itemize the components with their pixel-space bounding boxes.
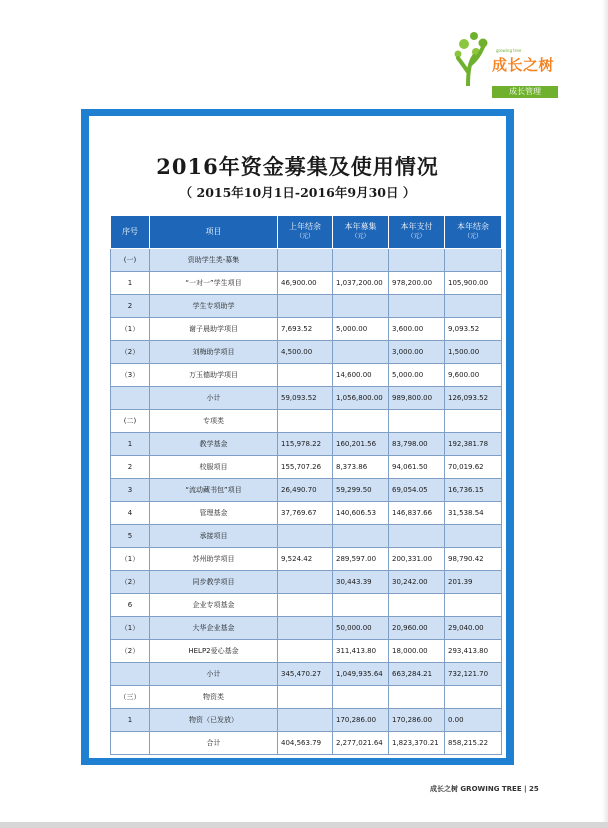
paid-cell: 94,061.50 <box>389 456 445 479</box>
table-row <box>111 295 502 318</box>
row-number-cell: （3） <box>111 364 150 387</box>
paid-cell <box>389 594 445 617</box>
table-row <box>111 456 502 479</box>
balance-cell: 98,790.42 <box>445 548 502 571</box>
table-row <box>111 341 502 364</box>
raised-cell: 50,000.00 <box>333 617 389 640</box>
item-name-cell: 教学基金 <box>150 433 278 456</box>
column-header <box>150 216 278 249</box>
prev-balance-cell <box>278 410 333 433</box>
row-number-cell: （三） <box>111 686 150 709</box>
table-row <box>111 640 502 663</box>
column-header-label: 项目 <box>205 227 222 236</box>
balance-cell: 9,600.00 <box>445 364 502 387</box>
balance-cell: 293,413.80 <box>445 640 502 663</box>
balance-cell: 0.00 <box>445 709 502 732</box>
raised-cell <box>333 525 389 548</box>
content-frame <box>81 109 514 765</box>
balance-cell <box>445 295 502 318</box>
prev-balance-cell: 345,470.27 <box>278 663 333 686</box>
growing-tree-logo <box>452 30 564 102</box>
raised-cell: 14,600.00 <box>333 364 389 387</box>
paid-cell: 3,600.00 <box>389 318 445 341</box>
row-number-cell: 6 <box>111 594 150 617</box>
item-name-cell: 校服项目 <box>150 456 278 479</box>
item-name-cell: “流动藏书包”项目 <box>150 479 278 502</box>
column-header-label: 上年结余 <box>289 222 321 231</box>
column-header-unit: （元） <box>295 233 314 240</box>
raised-cell <box>333 686 389 709</box>
row-number-cell: 4 <box>111 502 150 525</box>
item-name-cell: HELP2爱心基金 <box>150 640 278 663</box>
row-number-cell: 5 <box>111 525 150 548</box>
prev-balance-cell <box>278 594 333 617</box>
balance-cell: 201.39 <box>445 571 502 594</box>
prev-balance-cell: 115,978.22 <box>278 433 333 456</box>
prev-balance-cell <box>278 525 333 548</box>
paid-cell: 170,286.00 <box>389 709 445 732</box>
column-header <box>389 216 445 249</box>
row-number-cell: （1） <box>111 318 150 341</box>
prev-balance-cell: 7,693.52 <box>278 318 333 341</box>
paid-cell <box>389 249 445 272</box>
item-name-cell: 同步教学项目 <box>150 571 278 594</box>
row-number-cell: （2） <box>111 640 150 663</box>
table-row <box>111 410 502 433</box>
content-panel <box>89 116 506 758</box>
balance-cell: 732,121.70 <box>445 663 502 686</box>
row-number-cell: （1） <box>111 548 150 571</box>
column-header-label: 序号 <box>122 227 138 236</box>
page-subtitle: （ 2015年10月1日-2016年9月30日 ） <box>179 185 416 200</box>
brand-section-label: 成长管理 <box>492 86 558 98</box>
item-name-cell: 企业专项基金 <box>150 594 278 617</box>
item-name-cell: 苏州助学项目 <box>150 548 278 571</box>
prev-balance-cell <box>278 249 333 272</box>
column-header <box>278 216 333 249</box>
prev-balance-cell: 26,490.70 <box>278 479 333 502</box>
raised-cell: 1,056,800.00 <box>333 387 389 410</box>
raised-cell: 170,286.00 <box>333 709 389 732</box>
column-header-unit: （元） <box>407 233 426 240</box>
table-row <box>111 571 502 594</box>
table-row <box>111 318 502 341</box>
item-name-cell: 小计 <box>150 387 278 410</box>
paid-cell <box>389 686 445 709</box>
raised-cell: 140,606.53 <box>333 502 389 525</box>
row-number-cell: 2 <box>111 456 150 479</box>
table-row <box>111 663 502 686</box>
raised-cell: 160,201.56 <box>333 433 389 456</box>
row-number-cell <box>111 732 150 755</box>
brand-name: 成长之树 <box>492 56 555 74</box>
item-name-cell: 物资（已发放） <box>150 709 278 732</box>
raised-cell: 1,037,200.00 <box>333 272 389 295</box>
table-row <box>111 502 502 525</box>
prev-balance-cell <box>278 686 333 709</box>
paid-cell: 146,837.66 <box>389 502 445 525</box>
bottom-rule <box>0 822 608 828</box>
prev-balance-cell: 46,900.00 <box>278 272 333 295</box>
table-row <box>111 686 502 709</box>
paid-cell <box>389 410 445 433</box>
paid-cell: 200,331.00 <box>389 548 445 571</box>
paid-cell: 3,000.00 <box>389 341 445 364</box>
item-name-cell: 小计 <box>150 663 278 686</box>
row-number-cell <box>111 387 150 410</box>
balance-cell: 105,900.00 <box>445 272 502 295</box>
table-row <box>111 364 502 387</box>
paid-cell: 978,200.00 <box>389 272 445 295</box>
paid-cell: 30,242.00 <box>389 571 445 594</box>
row-number-cell: (一) <box>111 249 150 272</box>
raised-cell: 8,373.86 <box>333 456 389 479</box>
table-row <box>111 387 502 410</box>
column-header-label: 本年结余 <box>457 222 489 231</box>
table-row <box>111 249 502 272</box>
paid-cell: 1,823,370.21 <box>389 732 445 755</box>
row-number-cell: （1） <box>111 617 150 640</box>
item-name-cell: 刘梅助学项目 <box>150 341 278 364</box>
row-number-cell: （2） <box>111 571 150 594</box>
paid-cell: 20,960.00 <box>389 617 445 640</box>
item-name-cell: 合计 <box>150 732 278 755</box>
item-name-cell: 谢子晨助学项目 <box>150 318 278 341</box>
column-header <box>445 216 502 249</box>
table-row <box>111 272 502 295</box>
balance-cell: 16,736.15 <box>445 479 502 502</box>
balance-cell <box>445 410 502 433</box>
prev-balance-cell: 404,563.79 <box>278 732 333 755</box>
row-number-cell <box>111 663 150 686</box>
prev-balance-cell: 155,707.26 <box>278 456 333 479</box>
row-number-cell: （2） <box>111 341 150 364</box>
paid-cell <box>389 525 445 548</box>
fund-table <box>110 215 502 755</box>
prev-balance-cell <box>278 617 333 640</box>
prev-balance-cell: 9,524.42 <box>278 548 333 571</box>
table-row <box>111 525 502 548</box>
raised-cell <box>333 341 389 364</box>
row-number-cell: (二) <box>111 410 150 433</box>
row-number-cell: 1 <box>111 709 150 732</box>
column-header-unit: （元） <box>351 233 370 240</box>
prev-balance-cell <box>278 571 333 594</box>
item-name-cell: 专项类 <box>150 410 278 433</box>
brand-english: growing tree <box>496 48 522 53</box>
raised-cell: 1,049,935.64 <box>333 663 389 686</box>
paid-cell <box>389 295 445 318</box>
item-name-cell: 物资类 <box>150 686 278 709</box>
prev-balance-cell <box>278 709 333 732</box>
table-row <box>111 433 502 456</box>
balance-cell: 29,040.00 <box>445 617 502 640</box>
raised-cell <box>333 249 389 272</box>
page-title: 2016年资金募集及使用情况 <box>156 154 439 179</box>
balance-cell: 126,093.52 <box>445 387 502 410</box>
raised-cell <box>333 410 389 433</box>
item-name-cell: 承接项目 <box>150 525 278 548</box>
raised-cell: 2,277,021.64 <box>333 732 389 755</box>
page-footer: 成长之树 GROWING TREE | 25 <box>430 785 539 793</box>
column-header-unit: （元） <box>463 233 482 240</box>
balance-cell: 70,019.62 <box>445 456 502 479</box>
column-header-label: 本年支付 <box>400 222 433 231</box>
balance-cell: 31,538.54 <box>445 502 502 525</box>
table-row <box>111 548 502 571</box>
table-row <box>111 709 502 732</box>
raised-cell <box>333 594 389 617</box>
balance-cell: 858,215.22 <box>445 732 502 755</box>
table-row <box>111 594 502 617</box>
raised-cell: 30,443.39 <box>333 571 389 594</box>
table-row <box>111 732 502 755</box>
table-header-row <box>111 216 502 249</box>
row-number-cell: 2 <box>111 295 150 318</box>
item-name-cell: 资助学生类-募集 <box>150 249 278 272</box>
item-name-cell: 学生专项助学 <box>150 295 278 318</box>
row-number-cell: 1 <box>111 272 150 295</box>
prev-balance-cell <box>278 364 333 387</box>
item-name-cell: 管理基金 <box>150 502 278 525</box>
item-name-cell: “一对一”学生项目 <box>150 272 278 295</box>
raised-cell: 289,597.00 <box>333 548 389 571</box>
prev-balance-cell <box>278 295 333 318</box>
raised-cell: 59,299.50 <box>333 479 389 502</box>
balance-cell <box>445 686 502 709</box>
paid-cell: 83,798.00 <box>389 433 445 456</box>
row-number-cell: 3 <box>111 479 150 502</box>
table-row <box>111 617 502 640</box>
balance-cell: 1,500.00 <box>445 341 502 364</box>
table-row <box>111 479 502 502</box>
raised-cell <box>333 295 389 318</box>
paid-cell: 663,284.21 <box>389 663 445 686</box>
item-name-cell: 万玉德助学项目 <box>150 364 278 387</box>
fund-table-body <box>111 249 502 755</box>
raised-cell: 311,413.80 <box>333 640 389 663</box>
prev-balance-cell <box>278 640 333 663</box>
balance-cell <box>445 249 502 272</box>
balance-cell <box>445 594 502 617</box>
balance-cell <box>445 525 502 548</box>
paid-cell: 69,054.05 <box>389 479 445 502</box>
balance-cell: 9,093.52 <box>445 318 502 341</box>
column-header <box>333 216 389 249</box>
row-number-cell: 1 <box>111 433 150 456</box>
paid-cell: 989,800.00 <box>389 387 445 410</box>
paid-cell: 18,000.00 <box>389 640 445 663</box>
paid-cell: 5,000.00 <box>389 364 445 387</box>
prev-balance-cell: 4,500.00 <box>278 341 333 364</box>
raised-cell: 5,000.00 <box>333 318 389 341</box>
balance-cell: 192,381.78 <box>445 433 502 456</box>
page-edge-shadow <box>602 0 608 828</box>
item-name-cell: 大华企业基金 <box>150 617 278 640</box>
prev-balance-cell: 37,769.67 <box>278 502 333 525</box>
column-header-label: 本年募集 <box>344 222 377 231</box>
prev-balance-cell: 59,093.52 <box>278 387 333 410</box>
column-header <box>111 216 150 249</box>
